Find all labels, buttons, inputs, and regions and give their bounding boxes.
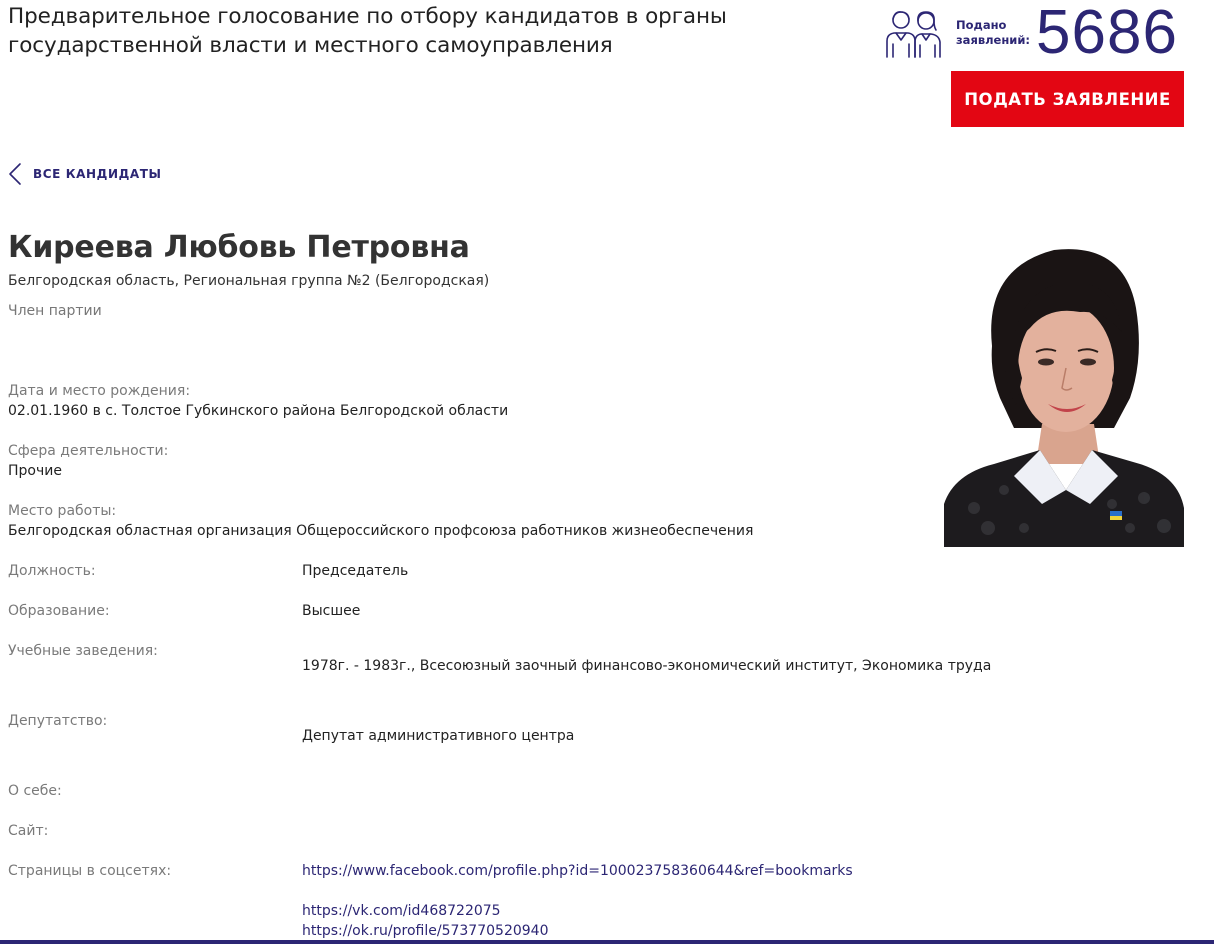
submit-application-button[interactable]: ПОДАТЬ ЗАЯВЛЕНИЕ [951,71,1184,127]
institutions-label: Учебные заведения: [8,643,158,659]
candidate-portrait [944,228,1184,547]
page-header-title: Предварительное голосование по отбору кандидатов в органы государственной власти и местного самоуправления [8,4,727,58]
deputy-value: Депутат административного центра [302,728,575,744]
counter-label [956,18,1036,48]
ok-link[interactable]: https://ok.ru/profile/573770520940 [302,923,549,939]
counter-value: 5686 [1036,0,1178,67]
chevron-left-icon [8,162,22,186]
counter-label-line2: заявлений: [956,33,1030,47]
position-label: Должность: [8,563,96,579]
birth-value: 02.01.1960 в с. Толстое Губкинского района Белгородской области [8,403,509,419]
position-value: Председатель [302,563,409,579]
vk-link[interactable]: https://vk.com/id468722075 [302,903,501,919]
birth-label: Дата и место рождения: [8,383,191,399]
work-label: Место работы: [8,503,117,519]
deputy-label: Депутатство: [8,713,108,729]
candidate-photo [944,228,1184,547]
facebook-link[interactable]: https://www.facebook.com/profile.php?id=100023758360644&ref=bookmarks [302,863,853,879]
site-label: Сайт: [8,823,49,839]
candidate-region: Белгородская область, Региональная группа №2 (Белгородская) [8,273,490,289]
all-candidates-link[interactable] [8,162,162,186]
education-value: Высшее [302,603,361,619]
education-label: Образование: [8,603,110,619]
sphere-value: Прочие [8,463,62,479]
sphere-label: Сфера деятельности: [8,443,169,459]
counter-label-line1: Подано [956,18,1007,32]
candidate-name: Киреева Любовь Петровна [8,230,470,265]
people-icon [884,7,944,59]
institutions-value: 1978г. - 1983г., Всесоюзный заочный финансово-экономический институт, Экономика труда [302,658,992,674]
about-label: О себе: [8,783,62,799]
candidate-status: Член партии [8,303,102,319]
work-value: Белгородская областная организация Общероссийского профсоюза работников жизнеобеспечения [8,523,754,539]
bottom-border [0,940,1214,944]
all-candidates-label: ВСЕ КАНДИДАТЫ [33,167,162,181]
social-label: Страницы в соцсетях: [8,863,172,879]
